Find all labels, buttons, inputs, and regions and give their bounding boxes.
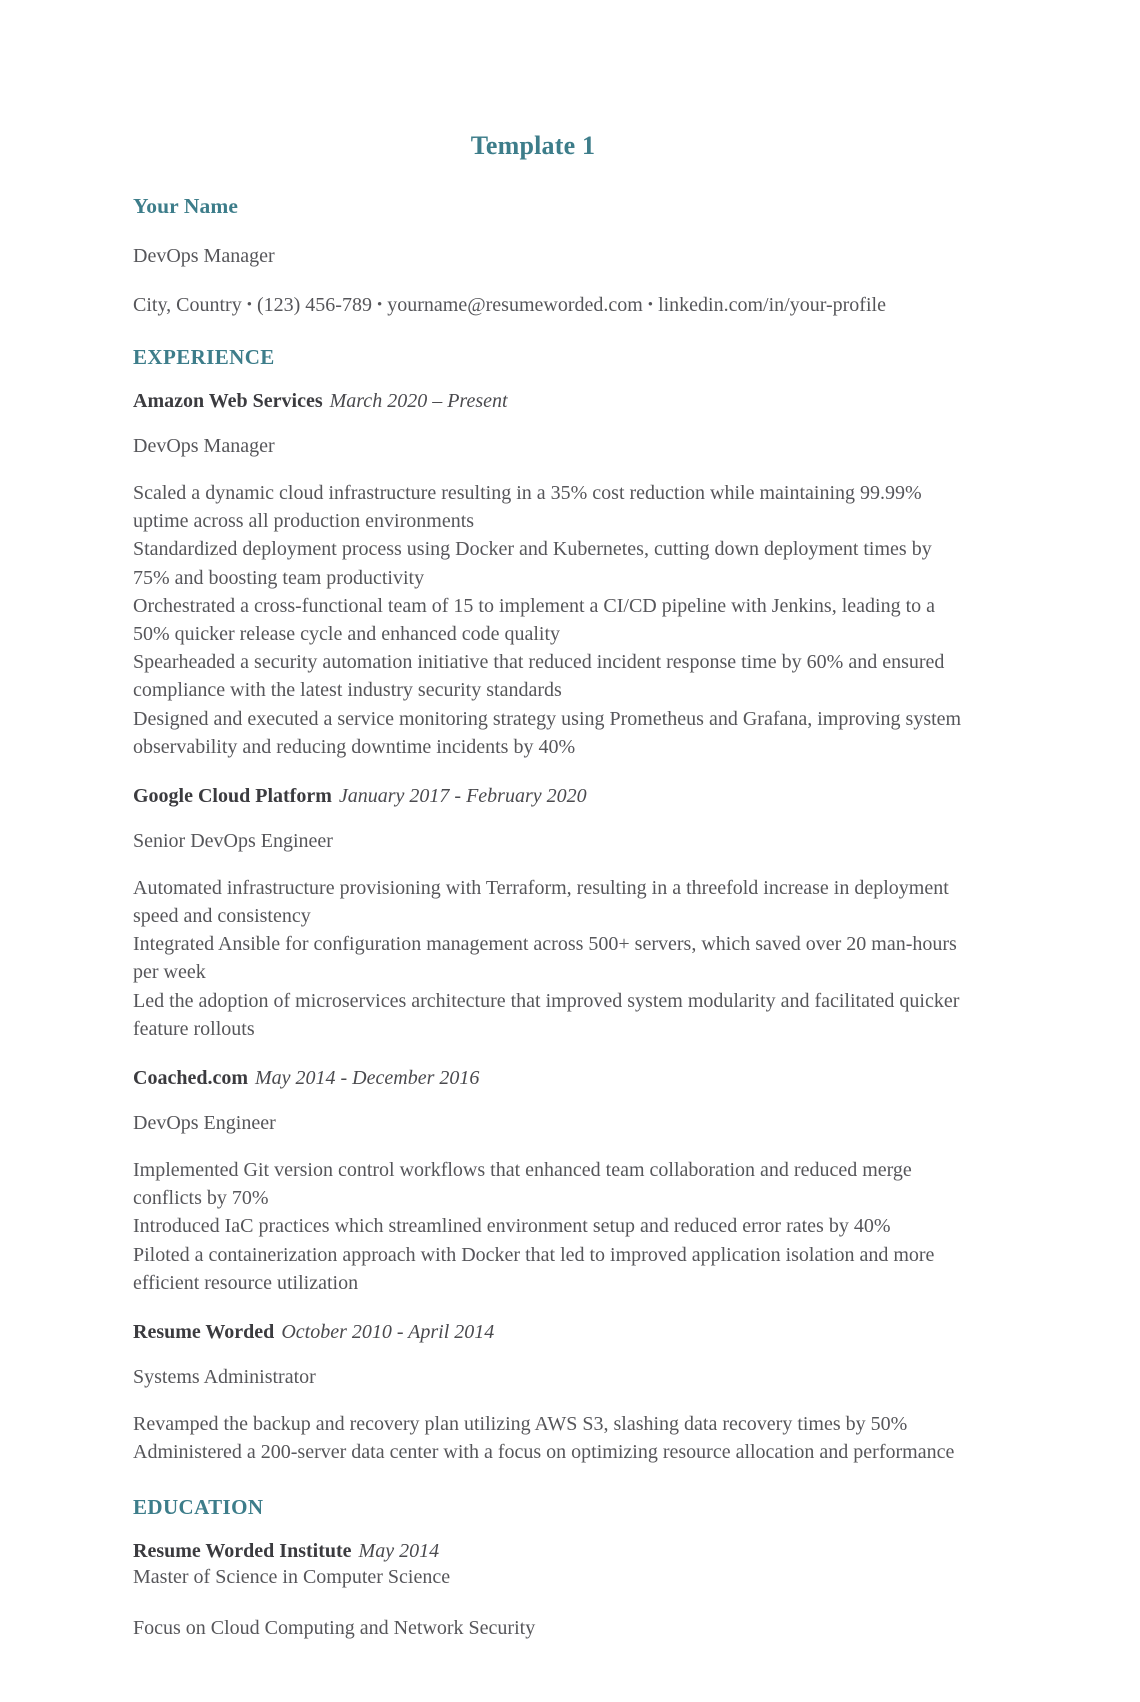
bullet-list (133, 1156, 970, 1297)
bullet-item: Administered a 200-server data center with a focus on optimizing resource allocation and performance (133, 1441, 955, 1464)
entry-header (133, 785, 970, 808)
entry-dates: October 2010 - April 2014 (281, 1320, 495, 1343)
experience-entry (133, 1321, 970, 1466)
contact-separator: • (647, 297, 654, 313)
contact-item: linkedin.com/in/your-profile (658, 294, 886, 316)
job-title: DevOps Engineer (133, 1112, 276, 1134)
job-title: Systems Administrator (133, 1365, 316, 1388)
education-focus: Focus on Cloud Computing and Network Security (133, 1616, 536, 1639)
experience-entry (133, 785, 970, 1043)
organization-name: Coached.com (133, 1067, 248, 1089)
job-title: Senior DevOps Engineer (133, 829, 333, 852)
education-entry (133, 1540, 970, 1641)
contact-item: yourname@resumeworded.com (387, 294, 643, 316)
bullet-item: Spearheaded a security automation initiative that reduced incident response time by 60% and ensured compliance with the latest industry security standards (133, 651, 945, 702)
bullet-item: Scaled a dynamic cloud infrastructure resulting in a 35% cost reduction while maintaining 99.99% uptime across all production environments (133, 482, 922, 533)
organization-name: Amazon Web Services (133, 390, 323, 412)
contact-item: City, Country (133, 294, 242, 316)
bullet-item: Standardized deployment process using Docker and Kubernetes, cutting down deployment times by 75% and boosting team productivity (133, 538, 932, 589)
bullet-list (133, 1410, 970, 1466)
entry-header (133, 1321, 970, 1344)
contact-item: (123) 456-789 (256, 294, 372, 316)
entry-header (133, 1067, 970, 1090)
bullet-item: Introduced IaC practices which streamlined environment setup and reduced error rates by 40% (133, 1215, 891, 1238)
bullet-list (133, 479, 970, 761)
bullet-item: Automated infrastructure provisioning with Terraform, resulting in a threefold increase in deployment speed and consistency (133, 876, 949, 928)
section-heading-education: EDUCATION (133, 1495, 264, 1520)
bullet-item: Designed and executed a service monitoring strategy using Prometheus and Grafana, improving system observability and reducing downtime incidents by 40% (133, 707, 962, 758)
organization-name: Google Cloud Platform (133, 784, 332, 807)
organization-name: Resume Worded (133, 1320, 275, 1343)
entry-dates: March 2020 – Present (329, 390, 508, 412)
education-entries (133, 1540, 970, 1641)
entry-dates: January 2017 - February 2020 (338, 784, 587, 807)
bullet-list (133, 874, 970, 1043)
entry-header (133, 390, 970, 413)
section-heading-experience: EXPERIENCE (133, 345, 275, 369)
entry-header (133, 1540, 970, 1563)
document-title: Template 1 (470, 131, 596, 160)
experience-entry (133, 390, 970, 761)
job-title: DevOps Manager (133, 435, 275, 457)
contact-separator: • (376, 297, 383, 313)
contact-line (133, 294, 970, 317)
bullet-item: Implemented Git version control workflows that enhanced team collaboration and reduced merge conflicts by 70% (133, 1159, 912, 1210)
entry-dates: May 2014 (358, 1540, 440, 1563)
candidate-name: Your Name (133, 194, 239, 218)
bullet-item: Led the adoption of microservices architecture that improved system modularity and facilitated quicker feature rollouts (133, 989, 960, 1040)
candidate-headline: DevOps Manager (133, 245, 275, 267)
bullet-item: Integrated Ansible for configuration management across 500+ servers, which saved over 20 man-hours per week (133, 933, 957, 984)
bullet-item: Piloted a containerization approach with Docker that led to improved application isolation and more efficient resource utilization (133, 1243, 935, 1294)
bullet-item: Revamped the backup and recovery plan utilizing AWS S3, slashing data recovery times by 50% (133, 1412, 908, 1435)
experience-entry (133, 1067, 970, 1297)
entry-dates: May 2014 - December 2016 (254, 1067, 480, 1089)
contact-separator: • (246, 297, 252, 313)
experience-entries (133, 390, 970, 1466)
bullet-item: Orchestrated a cross-functional team of 15 to implement a CI/CD pipeline with Jenkins, leading to a 50% quicker release cycle and enhanced code quality (133, 594, 936, 645)
degree-name: Master of Science in Computer Science (133, 1566, 451, 1589)
institution-name: Resume Worded Institute (133, 1540, 352, 1563)
